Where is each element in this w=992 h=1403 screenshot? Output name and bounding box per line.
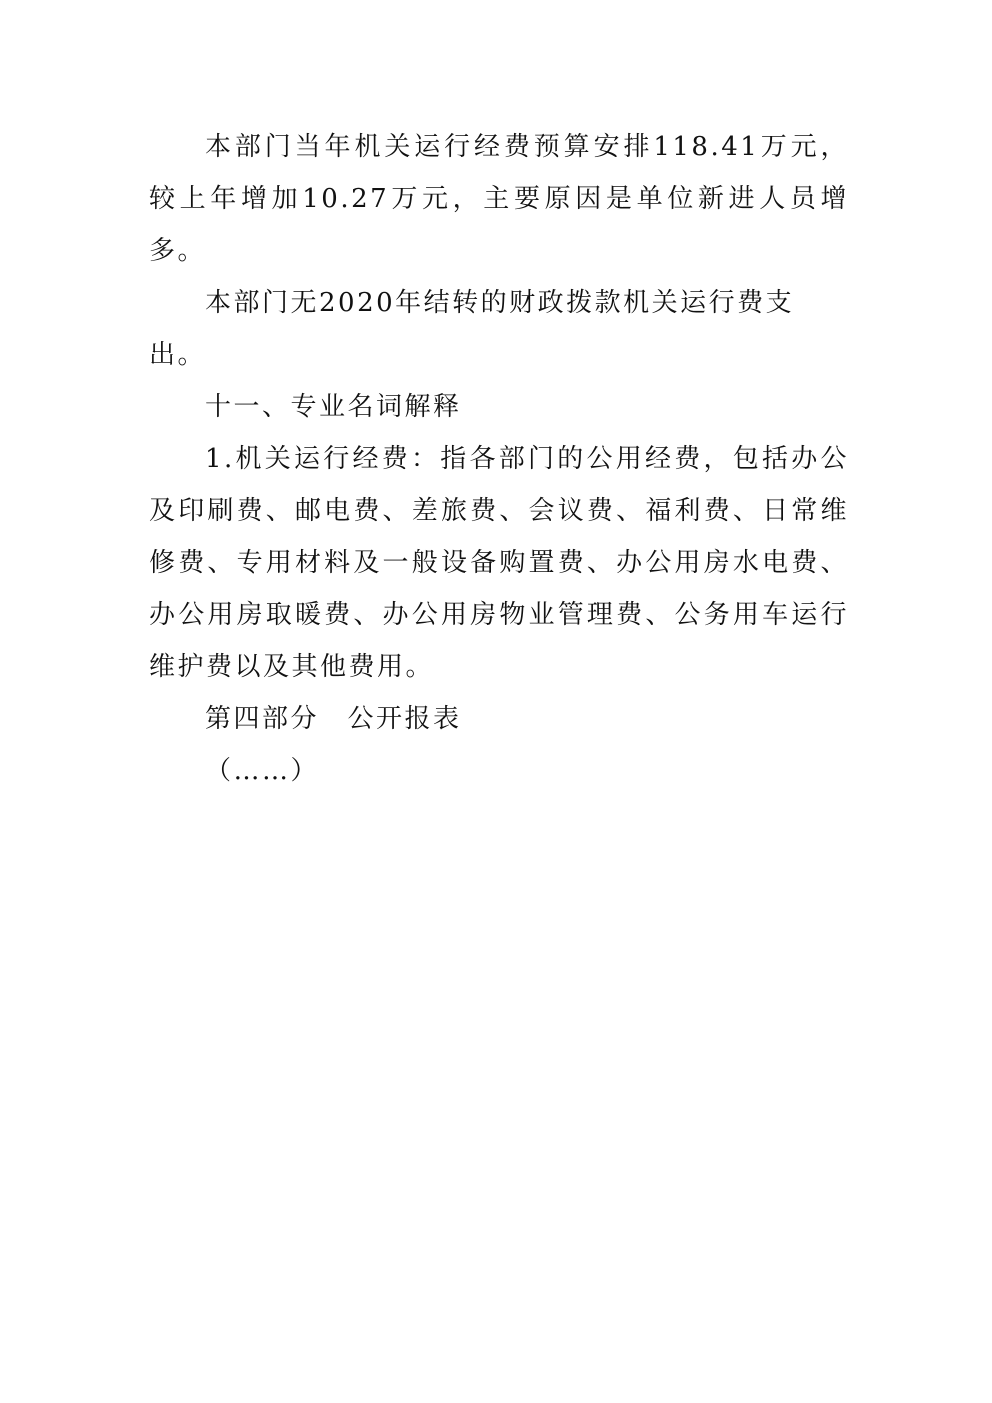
section-heading-glossary: 十一、专业名词解释 xyxy=(205,392,462,422)
paragraph-ellipsis: （……） xyxy=(205,756,320,786)
paragraph-budget-arrangement: 本部门当年机关运行经费预算安排118.41万元，较上年增加10.27万元，主要原因是单位新进人员增多。 xyxy=(149,132,849,266)
document-body xyxy=(149,121,849,797)
paragraph-carryover-note: 本部门无2020年结转的财政拨款机关运行费支出。 xyxy=(149,288,795,370)
paragraph-glossary-definition: 1.机关运行经费：指各部门的公用经费，包括办公及印刷费、邮电费、差旅费、会议费、福利费、日常维修费、专用材料及一般设备购置费、办公用房水电费、办公用房取暖费、办公用房物业管理费、公务用车运行维护费以及其他费用。 xyxy=(149,444,849,682)
part-heading-public-reports: 第四部分 公开报表 xyxy=(205,704,462,734)
